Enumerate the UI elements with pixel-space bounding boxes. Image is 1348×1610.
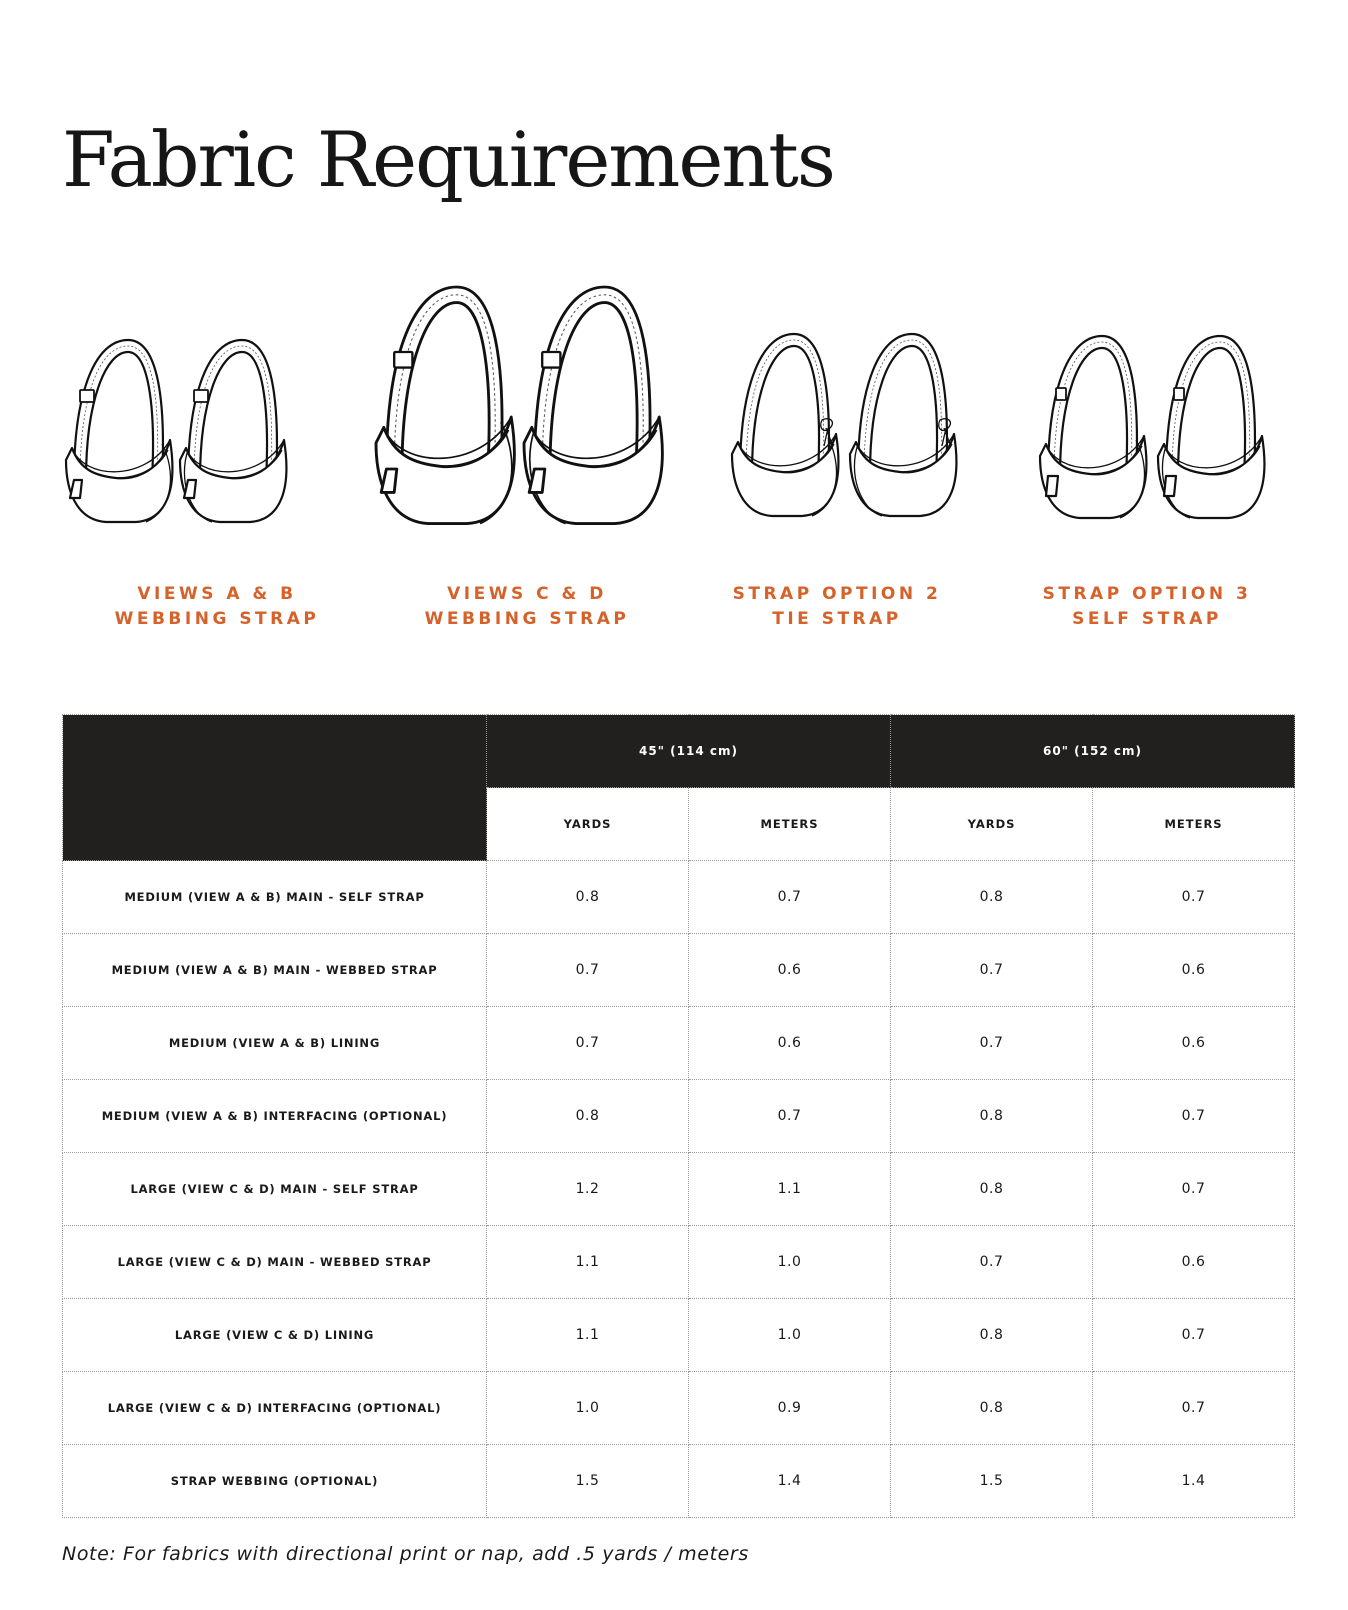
- table-row: [63, 861, 1295, 934]
- table-cell: 0.7: [487, 934, 689, 1007]
- view-label-line1: VIEWS A & B: [137, 584, 297, 604]
- table-cell: 1.0: [689, 1226, 891, 1299]
- width-header-row: [63, 715, 1295, 788]
- crescent-bag-webbing-large-icon: [372, 270, 682, 540]
- table-cell: 1.2: [487, 1153, 689, 1226]
- table-row: [63, 1445, 1295, 1518]
- table-cell: 1.1: [689, 1153, 891, 1226]
- row-label: LARGE (VIEW C & D) INTERFACING (OPTIONAL): [63, 1372, 487, 1445]
- view-label-line1: STRAP OPTION 3: [1042, 584, 1252, 604]
- table-cell: 0.8: [891, 1299, 1093, 1372]
- table-row: [63, 1080, 1295, 1153]
- view-label: [62, 582, 372, 632]
- table-cell: 1.0: [689, 1299, 891, 1372]
- table-cell: 0.7: [891, 934, 1093, 1007]
- crescent-bag-self-strap-icon: [992, 270, 1302, 540]
- table-row: [63, 1299, 1295, 1372]
- table-cell: 0.8: [487, 861, 689, 934]
- view-a-b: [62, 270, 372, 640]
- view-label: [372, 582, 682, 632]
- view-strap-option-2: [682, 270, 992, 640]
- table-cell: 0.7: [1093, 861, 1295, 934]
- table-cell: 0.8: [891, 1372, 1093, 1445]
- table-cell: 0.7: [689, 1080, 891, 1153]
- table-cell: 0.7: [1093, 1080, 1295, 1153]
- row-label: MEDIUM (VIEW A & B) MAIN - SELF STRAP: [63, 861, 487, 934]
- table-cell: 0.8: [891, 861, 1093, 934]
- unit-header: YARDS: [891, 788, 1093, 861]
- crescent-bag-tie-strap-icon: [682, 270, 992, 540]
- table-row: [63, 1372, 1295, 1445]
- view-label-line1: VIEWS C & D: [447, 584, 607, 604]
- row-label: LARGE (VIEW C & D) LINING: [63, 1299, 487, 1372]
- fabric-requirements-table: [62, 714, 1295, 1518]
- directional-print-note: Note: For fabrics with directional print or nap, add .5 yards / meters: [62, 1543, 749, 1565]
- view-label: [682, 582, 992, 632]
- table-cell: 0.7: [891, 1007, 1093, 1080]
- view-label: [992, 582, 1302, 632]
- table-row: [63, 934, 1295, 1007]
- table-cell: 1.5: [487, 1445, 689, 1518]
- table-cell: 1.1: [487, 1299, 689, 1372]
- table-body: [63, 861, 1295, 1518]
- unit-header: YARDS: [487, 788, 689, 861]
- table-cell: 0.6: [689, 1007, 891, 1080]
- row-label: LARGE (VIEW C & D) MAIN - SELF STRAP: [63, 1153, 487, 1226]
- table-cell: 0.7: [1093, 1153, 1295, 1226]
- table-cell: 1.4: [1093, 1445, 1295, 1518]
- table-row: [63, 1007, 1295, 1080]
- corner-cell: [63, 715, 487, 861]
- table-cell: 1.1: [487, 1226, 689, 1299]
- table-cell: 0.7: [689, 861, 891, 934]
- view-label-line2: WEBBING STRAP: [424, 609, 630, 629]
- table-cell: 1.0: [487, 1372, 689, 1445]
- table-cell: 1.4: [689, 1445, 891, 1518]
- view-c-d: [372, 270, 682, 640]
- row-label: STRAP WEBBING (OPTIONAL): [63, 1445, 487, 1518]
- table-cell: 0.7: [1093, 1372, 1295, 1445]
- table-cell: 0.7: [487, 1007, 689, 1080]
- table-cell: 0.7: [891, 1226, 1093, 1299]
- unit-header: METERS: [1093, 788, 1295, 861]
- table-cell: 0.6: [1093, 1007, 1295, 1080]
- table-cell: 0.8: [487, 1080, 689, 1153]
- width-group-header: 60" (152 cm): [891, 715, 1295, 788]
- table-cell: 0.6: [1093, 1226, 1295, 1299]
- table-row: [63, 1153, 1295, 1226]
- row-label: LARGE (VIEW C & D) MAIN - WEBBED STRAP: [63, 1226, 487, 1299]
- view-label-line2: SELF STRAP: [1072, 609, 1222, 629]
- table-cell: 0.6: [689, 934, 891, 1007]
- table-row: [63, 1226, 1295, 1299]
- table-cell: 0.7: [1093, 1299, 1295, 1372]
- row-label: MEDIUM (VIEW A & B) MAIN - WEBBED STRAP: [63, 934, 487, 1007]
- table-cell: 1.5: [891, 1445, 1093, 1518]
- row-label: MEDIUM (VIEW A & B) LINING: [63, 1007, 487, 1080]
- bag-views: [62, 270, 1302, 640]
- view-strap-option-3: [992, 270, 1302, 640]
- view-label-line2: TIE STRAP: [772, 609, 902, 629]
- table-cell: 0.8: [891, 1153, 1093, 1226]
- view-label-line2: WEBBING STRAP: [114, 609, 320, 629]
- table-cell: 0.9: [689, 1372, 891, 1445]
- table-cell: 0.6: [1093, 934, 1295, 1007]
- row-label: MEDIUM (VIEW A & B) INTERFACING (OPTIONAL): [63, 1080, 487, 1153]
- unit-header: METERS: [689, 788, 891, 861]
- table-cell: 0.8: [891, 1080, 1093, 1153]
- page-title: Fabric Requirements: [62, 115, 834, 204]
- width-group-header: 45" (114 cm): [487, 715, 891, 788]
- crescent-bag-webbing-medium-icon: [62, 270, 372, 540]
- view-label-line1: STRAP OPTION 2: [732, 584, 942, 604]
